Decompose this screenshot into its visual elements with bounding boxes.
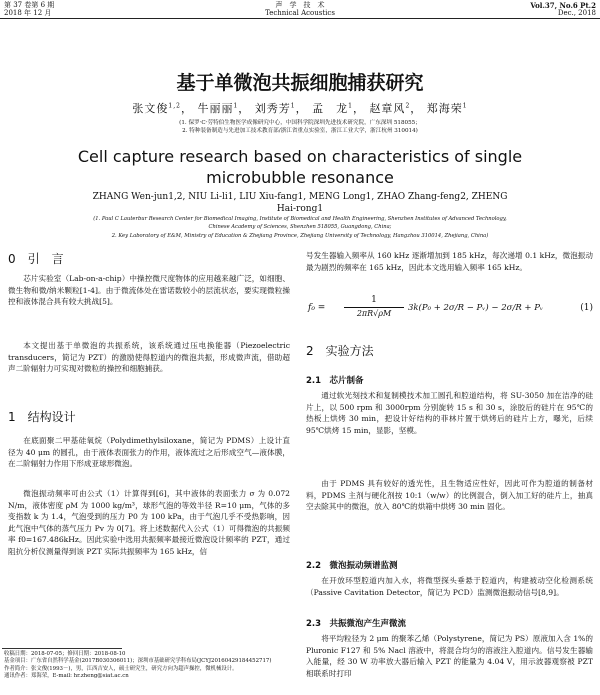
authors-en-line: Hai-rong1 xyxy=(276,204,324,214)
subsection-heading-chip: 2.1 芯片制备 xyxy=(306,376,364,386)
formula-numerator: 1 xyxy=(371,295,377,305)
journal-name-en: Technical Acoustics xyxy=(265,9,335,17)
chip-paragraph-1: 通过软光刻技术和复制模技术加工圆孔和腔道结构，将 SU-3050 加在洁净的硅片上，以 500 rpm 和 3000rpm 分别旋转 15 s 和 30 s，涂胶后的硅片在 95℃的热板上烘烤 30 min，把设计好结构的菲林片置于烘烤后的硅片上方，曝光，后续 95℃烘烤 15 min，显影，坚模。 xyxy=(306,391,593,435)
journal-date: 2018 年 12 月 xyxy=(4,9,52,17)
formula-body: 3k(P₀ + 2σ/R − Pᵥ) − 2σ/R + Pᵥ xyxy=(408,303,544,313)
footnote-author-bio: 作者简介：张文俊(1993－)，男，江西吉安人，硕士研究生，研究方向为超声操控，微机械设计。 xyxy=(4,665,238,672)
author-sup: 1 xyxy=(348,102,353,110)
affiliation-en-2: Chinese Academy of Sciences, Shenzhen 518055, Guangdong, China; xyxy=(208,224,392,230)
author-sup: 1,2 xyxy=(168,102,181,110)
author-sup: 2 xyxy=(405,102,411,110)
authors-en xyxy=(70,191,530,215)
microstreaming-paragraph: 将平均粒径为 2 μm 的聚苯乙烯（Polystyrene，简记为 PS）原液加入含 1%的 Pluronic F127 和 5% Nacl 溶液中，将混合均匀的溶液注入腔道内。信号发生器输入能量，经 30 W 功率放大器后输入 PZT 的能量为 4.04 V，用示波器观察被 PZT 相联系时打印 xyxy=(306,634,593,678)
author-cn: 刘秀芳 xyxy=(254,102,291,115)
author-cn: 牛丽丽 xyxy=(197,102,234,115)
author-cn: 赵章风 xyxy=(369,102,406,115)
section-heading-structure: 1 结构设计 xyxy=(8,410,76,424)
title-en-line: microbubble resonance xyxy=(206,168,394,187)
affiliation-en-3: 2. Key Laboratory of E&M, Ministry of Education & Zhejiang Province, Zhejiang University of Technology, Hangzhou 310014, Zhejiang, China) xyxy=(111,233,489,239)
footnotes xyxy=(4,651,294,681)
subsection-heading-microstreaming: 2.3 共振微泡产生声微流 xyxy=(306,619,407,629)
author-cn: 张文俊 xyxy=(132,102,169,115)
section-heading-methods: 2 实验方法 xyxy=(306,344,374,358)
footnote-rule xyxy=(2,648,122,649)
paper-title-en xyxy=(60,146,540,188)
formula-fraction-bar xyxy=(344,307,404,308)
structure-paragraph-2: 微泡振动频率可由公式（1）计算得到[6]，其中液体的表面张力 σ 为 0.072 N/m，液体密度 ρM 为 1000 kg/m³，球形气泡的等效半径 R=10 μm，气体的多变指数 k 为 1.4，气泡受到的压力 P0 为 100 kPa，由于气泡几乎不受热影响，因此气泡中气体的蒸气压力 Pv 为 0[7]。将上述数据代入公式（1）可得微泡的共振频率 f0=167.486kHz。因此实验中选用共振频率最接近微泡设计频率的 PZT，通过阻抗分析仪测量得到该 PZT 实际共振频率为 165 kHz，信 xyxy=(8,489,290,556)
footnote-corresponding: 通讯作者：郑海荣，E-mail: hr.zheng@siat.ac.cn xyxy=(4,673,129,680)
subsection-heading-spectrum: 2.2 微泡振动频谱监测 xyxy=(306,561,398,571)
formula-number: (1) xyxy=(580,303,593,313)
journal-vol-en: Vol.37, No.6 Pt.2 xyxy=(530,1,596,10)
spectrum-paragraph: 在开放环型腔道内加入水，将微型探头垂悬于腔道内，构建被动空化检测系统（Passive Cavitation Detector，简记为 PCD）监测微泡振动信号[8,9]。 xyxy=(306,576,593,597)
header-rule xyxy=(0,18,600,19)
journal-date-en: Dec., 2018 xyxy=(557,9,596,17)
authors-cn: 张文俊$^{1,2}$， 牛丽丽$^1$， 刘秀芳$^1$， 孟 龙$^1$， 赵章风$^2$， 郑海荣$^1$ xyxy=(132,102,468,115)
paper-title-cn: 基于单微泡共振细胞捕获研究 xyxy=(176,72,424,94)
formula-1 xyxy=(306,295,593,325)
author-sup: 1 xyxy=(233,102,239,110)
section-heading-intro: 0 引 言 xyxy=(8,252,64,266)
intro-paragraph-2: 本文提出基于单微泡的共振系统，该系统通过压电换能器（Piezoelectric transducers，简记为 PZT）的激励使得腔道内的微泡共振，形成微声流，借助超声二阶辐射力可实现对微粒的操控和细胞捕获。 xyxy=(8,341,290,374)
author-sup: 1 xyxy=(462,102,468,110)
affiliation-en-1: (1. Paul C Lauterbur Research Center for Biomedical Imaging, Institute of Biomedical and Health Engineering, Shenzhen Institutes of Advanced Technology, xyxy=(93,216,507,222)
affiliation-cn-1: (1. 保罗·C·劳特伯生物医学成像研究中心，中国科学院深圳先进技术研究院，广东深圳 518055； xyxy=(179,120,421,126)
footnote-funding: 基金项目：广东省自然科学基金(2017B030306011)；深圳市基础研究学科布局(JCYJ20160429184452717) xyxy=(4,658,272,665)
formula-lhs: f₀ = xyxy=(308,303,326,313)
journal-volume: 第 37 卷第 6 期 xyxy=(4,1,55,9)
formula-denominator: 2πR√ρM xyxy=(356,309,392,318)
journal-name-cn: 声 学 技 术 xyxy=(275,1,325,9)
author-cn: 孟 龙 xyxy=(312,102,349,115)
structure-paragraph-1: 在底面聚二甲基硅氧烷（Polydimethylsiloxane，简记为 PDMS）上设计直径为 40 μm 的圆孔，由于液体表面张力的作用，液体流过之后形成空气—液体膜，在二阶辐射力作用下形成亚球形微泡。 xyxy=(8,436,290,469)
author-sup: 1 xyxy=(290,102,296,110)
author-cn: 郑海荣 xyxy=(426,102,463,115)
footnote-received: 收稿日期：2018-07-05；修回日期：2018-08-10 xyxy=(4,651,126,657)
authors-en-line: ZHANG Wen-jun1,2, NIU Li-li1, LIU Xiu-fang1, MENG Long1, ZHAO Zhang-feng2, ZHENG xyxy=(92,192,508,202)
intro-paragraph-1: 芯片实验室（Lab-on-a-chip）中操控微尺度物体的应用越来越广泛，如细胞、微生物和微/纳米颗粒[1-4]。由于微流体处在雷诺数较小的层流状态，要实现微粒操控和液体混合具有较大挑战[5]。 xyxy=(8,274,290,307)
title-en-line: Cell capture research based on characteristics of single xyxy=(77,147,523,166)
right-top-paragraph: 号发生器输入频率从 160 kHz 逐渐增加到 185 kHz，每次递增 0.1 kHz，微泡振动最为剧烈的频率在 165 kHz，因此本文选用输入频率 165 kHz。 xyxy=(306,251,593,272)
affiliation-cn-2: 2. 特种装备制造与先进加工技术教育部/浙江省重点实验室，浙江工业大学，浙江杭州 310014) xyxy=(182,128,418,134)
chip-paragraph-2: 由于 PDMS 具有较好的透光性，且生物适应性好，因此可作为腔道的制备材料，PDMS 主剂与硬化剂按 10:1（w/w）的比例混合，倒入加工好的硅片上，抽真空去除其中的微泡，放入 80℃的烘箱中烘烤 30 min 固化。 xyxy=(306,479,593,512)
